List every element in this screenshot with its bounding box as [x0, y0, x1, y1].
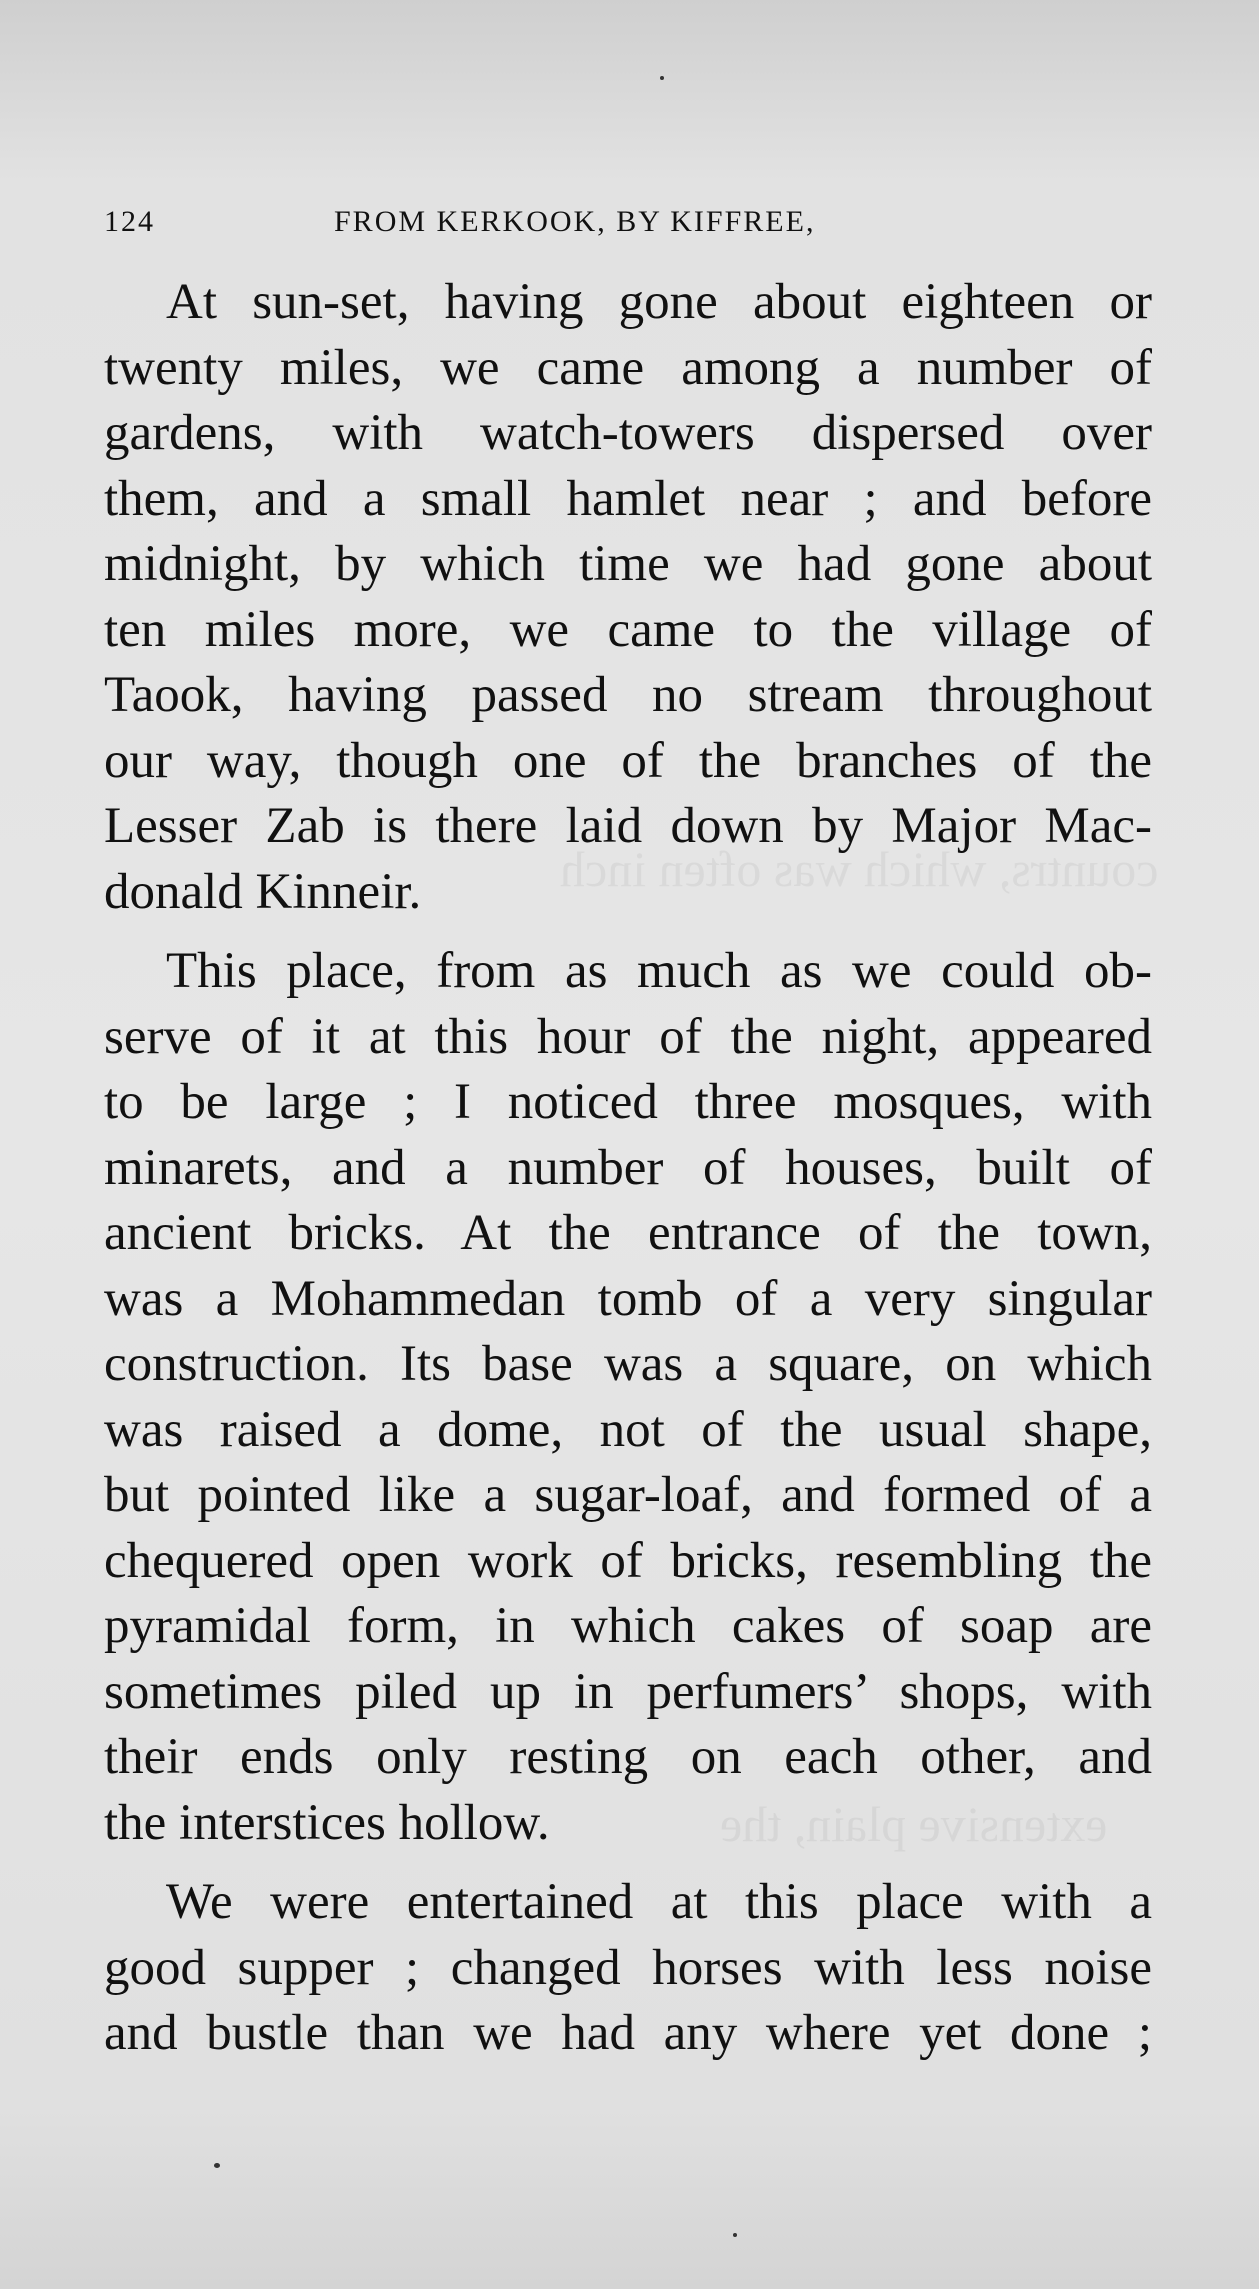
running-head: FROM KERKOOK, BY KIFFREE,: [334, 205, 816, 238]
text-line: construction. Its base was a square, on which: [104, 1336, 1152, 1392]
paper-speck: [733, 2233, 737, 2237]
text-line: and bustle than we had any where yet done ;: [104, 2005, 1152, 2061]
text-line: midnight, by which time we had gone about: [104, 536, 1152, 592]
paragraph: [104, 939, 1152, 1856]
text-line: minarets, and a number of houses, built of: [104, 1139, 1152, 1196]
show-through-text: extensive plain, the: [720, 1796, 1108, 1852]
text-line: ten miles more, we came to the village of: [104, 601, 1152, 658]
text-line: twenty miles, we came among a number of: [104, 339, 1152, 396]
paragraph-gap: [104, 1856, 1152, 1870]
text-line: ancient bricks. At the entrance of the town,: [104, 1205, 1152, 1261]
paragraph: [104, 270, 1152, 925]
text-line: donald Kinneir.: [104, 863, 422, 920]
text-line: our way, though one of the branches of the: [104, 732, 1152, 789]
text-line: pyramidal form, in which cakes of soap are: [104, 1598, 1152, 1654]
text-line: gardens, with watch-towers dispersed over: [104, 405, 1152, 461]
text-line: them, and a small hamlet near ; and before: [104, 470, 1152, 527]
paper-speck: [660, 76, 664, 80]
paper-speck: [214, 2163, 220, 2168]
text-line: to be large ; I noticed three mosques, with: [104, 1074, 1152, 1130]
text-line: sometimes piled up in perfumers’ shops, with: [104, 1663, 1152, 1720]
text-line: their ends only resting on each other, and: [104, 1729, 1152, 1785]
show-through-text: countrs, which was often inch: [560, 841, 1159, 897]
text-line: serve of it at this hour of the night, appeared: [104, 1008, 1152, 1065]
text-line: was a Mohammedan tomb of a very singular: [104, 1270, 1152, 1327]
page-number: 124: [104, 205, 155, 238]
text-line: was raised a dome, not of the usual shape,: [104, 1401, 1152, 1458]
text-line: good supper ; changed horses with less noise: [104, 1939, 1152, 1996]
text-line: Taook, having passed no stream throughout: [104, 667, 1152, 723]
text-line: At sun-set, having gone about eighteen or: [166, 274, 1152, 330]
text-line: but pointed like a sugar-loaf, and formed of a: [104, 1467, 1152, 1523]
page-header: [104, 205, 1144, 255]
paragraph-gap: [104, 925, 1152, 939]
body-text: [104, 270, 1152, 2067]
text-line: the interstices hollow.: [104, 1794, 550, 1851]
text-line: This place, from as much as we could ob-: [166, 943, 1152, 999]
text-line: We were entertained at this place with a: [166, 1874, 1152, 1930]
text-line: chequered open work of bricks, resembling the: [104, 1532, 1152, 1589]
text-line: Lesser Zab is there laid down by Major Mac-: [104, 798, 1152, 854]
paragraph: [104, 1870, 1152, 2067]
